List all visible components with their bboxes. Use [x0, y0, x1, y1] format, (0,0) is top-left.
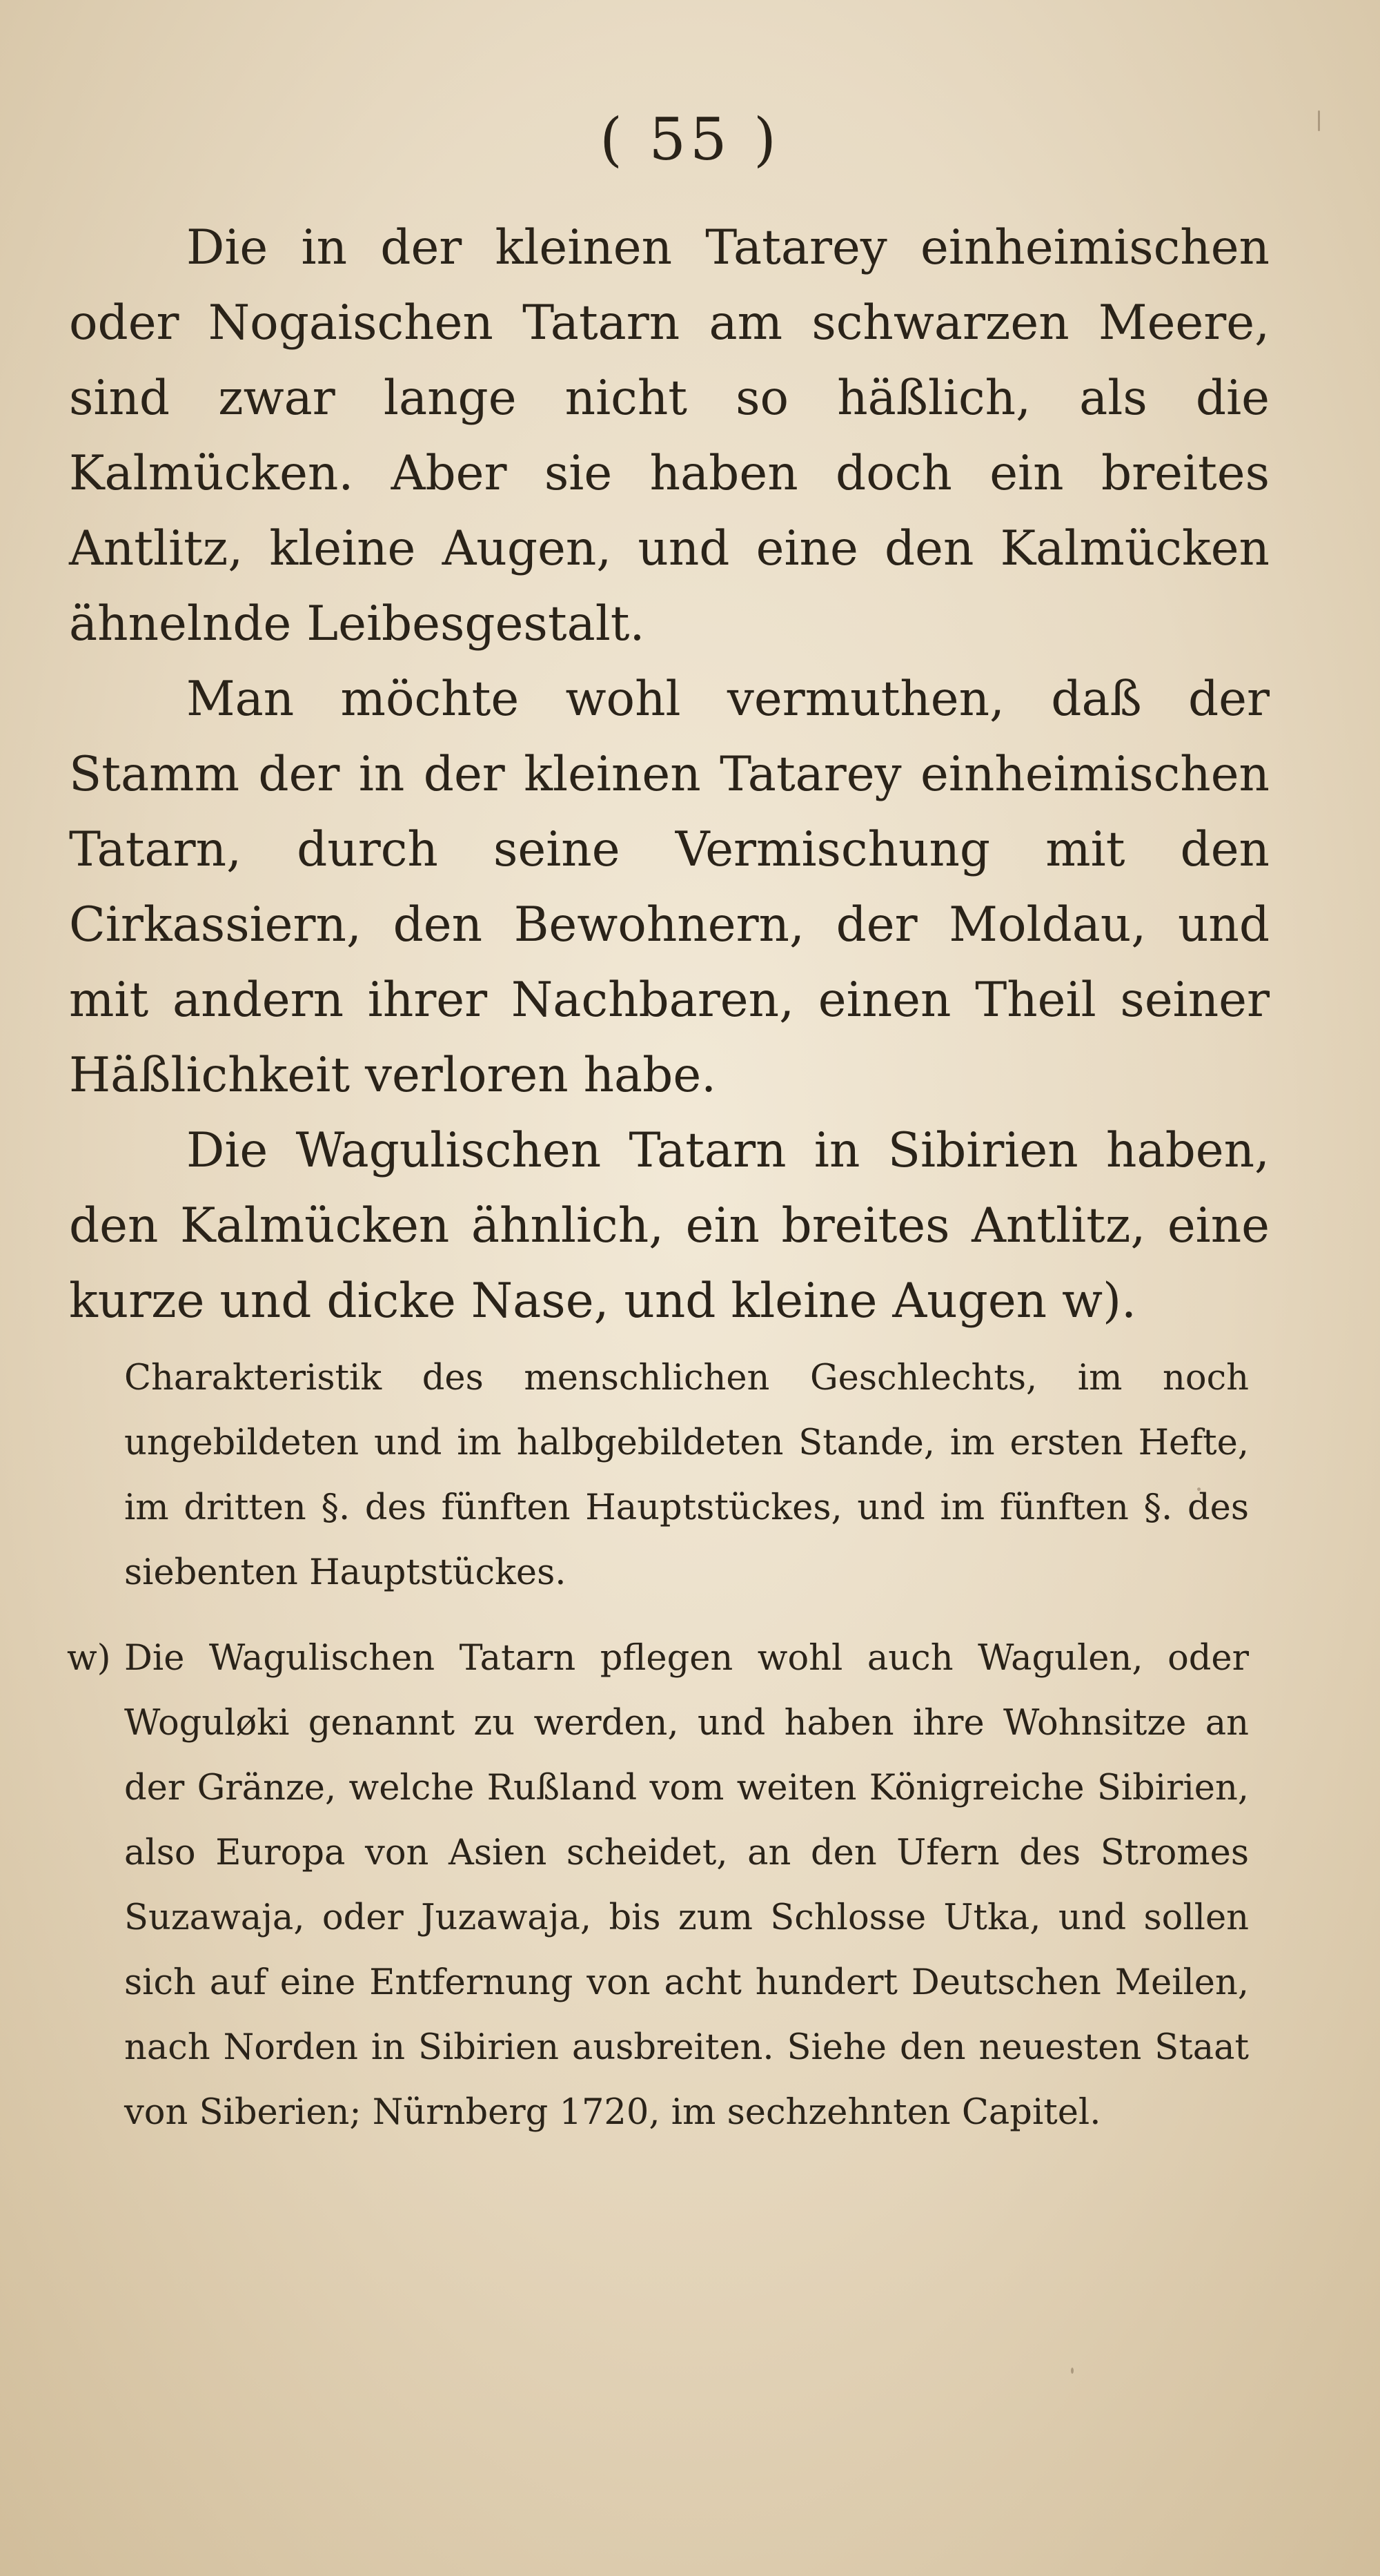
paragraph-wagul-tatars: Die Wagulischen Tatarn in Sibirien haben, den Kalmücken ähnlich, ein breites Antlitz, eine kurze und dicke Nase, und kleine Augen w). [69, 1123, 1270, 1329]
paragraph-tatar-lineage: Man möchte wohl vermuthen, daß der Stamm der in der kleinen Tatarey einheimischen Tatarn, durch seine Vermischung mit den Cirkassiern, den Bewohnern, der Moldau, und mit andern ihrer Nachbaren, einen Theil seiner Häßlichkeit verloren habe. [69, 672, 1270, 1103]
main-text [69, 211, 1270, 1339]
paragraph-nogai-tatars: Die in der kleinen Tatarey einheimischen oder Nogaischen Tatarn am schwarzen Meere, sind zwar lange nicht so häßlich, als die Kalmücken. Aber sie haben doch ein breites Antlitz, kleine Augen, und eine den Kalmücken ähnelnde Leibesgestalt. [69, 220, 1270, 652]
paper-speck [1197, 1487, 1201, 1491]
paper-speck [1071, 2368, 1074, 2374]
footnote-w [67, 1626, 1249, 2145]
footnote-gap [124, 1606, 1249, 1626]
page-number: ( 55 ) [600, 106, 780, 173]
footnote-w-text: Die Wagulischen Tatarn pflegen wohl auch Wagulen, oder Woguløki genannt zu werden, und haben ihre Wohnsitze an der Gränze, welche Rußland vom weiten Königreiche Sibirien, also Europa von Asien scheidet, an den Ufern des Stromes Suzawaja, oder Juzawaja, bis zum Schlosse Utka, und sollen sich auf eine Entfernung von acht hundert Deutschen Meilen, nach Norden in Sibirien ausbreiten. Siehe den neuesten Staat von Siberien; Nürnberg 1720, im sechzehnten Capitel. [124, 1638, 1249, 2133]
footnotes [67, 1346, 1249, 2145]
footnote-continued: Charakteristik des menschlichen Geschlechts, im noch ungebildeten und im halbgebildeten Stande, im ersten Hefte, im dritten §. des fünften Hauptstückes, und im fünften §. des siebenten Hauptstückes. [124, 1358, 1249, 1593]
footnote-w-marker: w) [67, 1638, 111, 1679]
paper-speck [1318, 110, 1320, 131]
